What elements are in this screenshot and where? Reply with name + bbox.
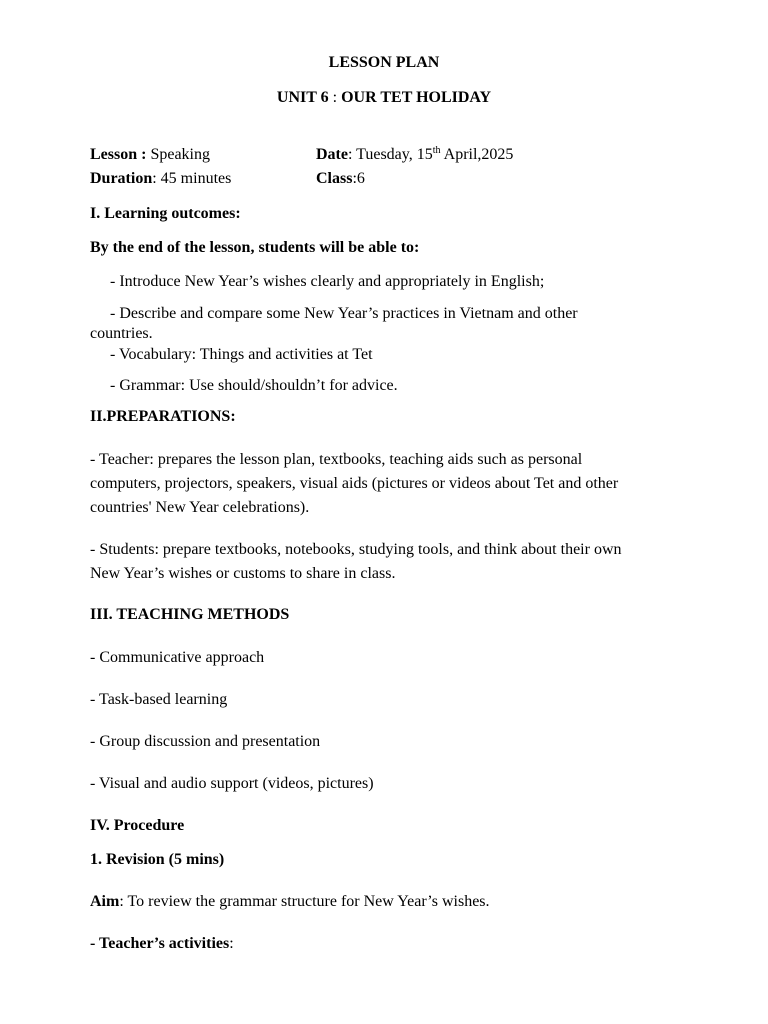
unit-label: UNIT 6 [276,89,329,106]
teacher-preparation: - Teacher: prepares the lesson plan, textbooks, teaching aids such as personal [90,451,583,468]
lesson-meta [90,143,210,167]
outcome-item: - Grammar: Use should/shouldn’t for advice. [110,377,398,394]
date-value: : Tuesday, 15 [347,146,433,163]
outcome-item-continuation: countries. [90,325,153,342]
preparations-heading: II.PREPARATIONS: [90,408,236,425]
students-preparation: New Year’s wishes or customs to share in class. [90,565,396,582]
teaching-methods-heading: III. TEACHING METHODS [90,606,290,623]
date-value-suffix: April,2025 [440,146,514,163]
unit-separator: : [328,89,342,106]
students-preparation: - Students: prepare textbooks, notebooks, studying tools, and think about their own [90,541,622,558]
outcomes-intro: By the end of the lesson, students will be able to: [90,239,420,256]
unit-heading [0,86,768,110]
method-item: - Group discussion and presentation [90,733,321,750]
procedure-heading: IV. Procedure [90,817,185,834]
revision-heading: 1. Revision (5 mins) [90,851,225,868]
date-ordinal: th [432,145,441,156]
class-value: :6 [352,170,365,187]
aim-label: Aim [90,893,120,910]
method-item: - Visual and audio support (videos, pictures) [90,775,374,792]
duration-value: : 45 minutes [152,170,232,187]
lesson-label: Lesson : [90,146,151,163]
method-item: - Task-based learning [90,691,228,708]
class-meta [316,167,365,191]
outcome-item: - Introduce New Year’s wishes clearly and appropriately in English; [110,273,545,290]
aim-line [90,890,490,914]
duration-label: Duration [90,170,153,187]
duration-meta [90,167,231,191]
aim-text: : To review the grammar structure for New Year’s wishes. [119,893,490,910]
lesson-value: Speaking [150,146,210,163]
unit-title: OUR TET HOLIDAY [341,89,492,106]
teacher-preparation: countries' New Year celebrations). [90,499,310,516]
teacher-activities-heading: - Teacher’s activities: [90,935,234,952]
outcome-item: - Describe and compare some New Year’s practices in Vietnam and other [110,305,578,322]
date-meta [316,143,513,167]
teacher-activities-label: - Teacher’s activities [90,935,230,952]
teacher-preparation: computers, projectors, speakers, visual aids (pictures or videos about Tet and other [90,475,619,492]
learning-outcomes-heading: I. Learning outcomes: [90,205,241,222]
method-item: - Communicative approach [90,649,265,666]
outcome-item: - Vocabulary: Things and activities at Tet [110,346,373,363]
lesson-plan-title: LESSON PLAN [328,54,440,71]
class-label: Class [316,170,353,187]
date-label: Date [316,146,348,163]
